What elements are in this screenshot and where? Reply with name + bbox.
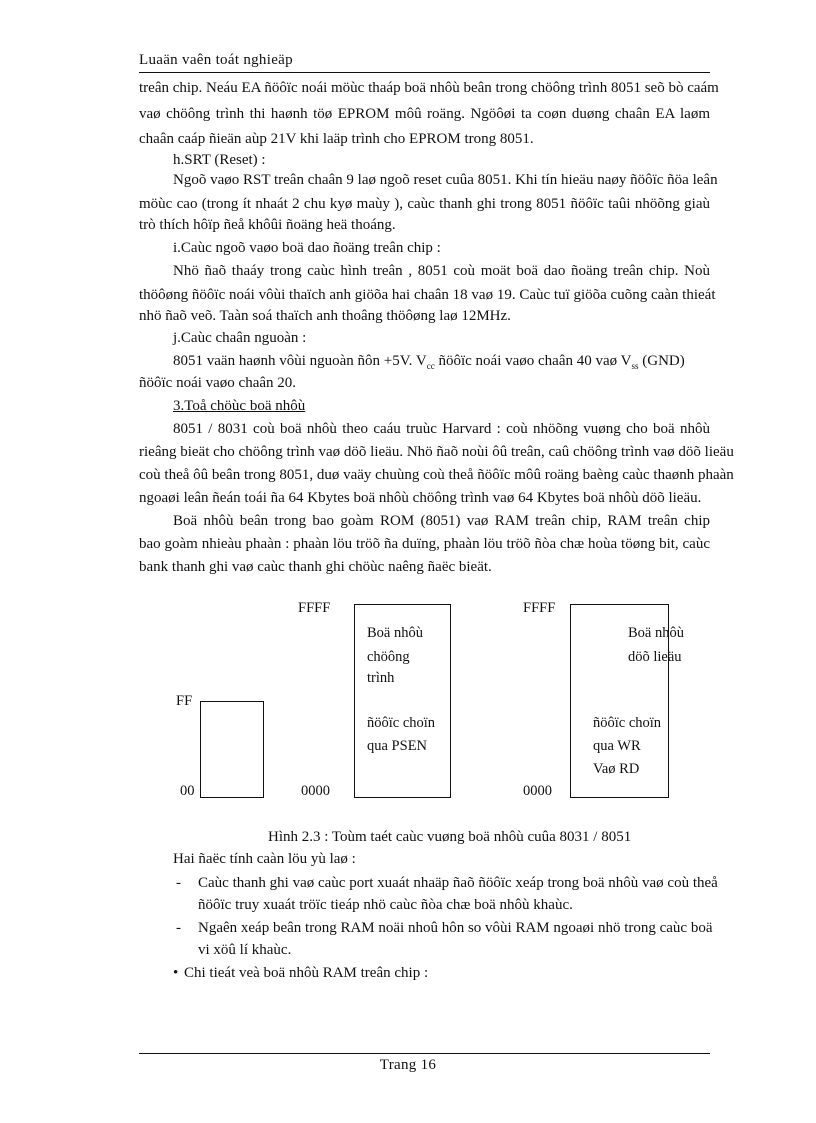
running-header: Luaän vaên toát nghieäp — [139, 52, 293, 68]
body-line: ñöôïc noái vaøo chaân 20. — [139, 375, 297, 391]
body-line: Nhö ñaõ thaáy trong caùc hình treân , 8051 coù moät boä dao ñoäng treân chip. Noù — [173, 263, 710, 279]
program-memory-select: ñöôïc choïn — [367, 715, 436, 731]
list-dash: - — [176, 920, 181, 936]
internal-ram-top-address: FF — [176, 693, 193, 709]
text-run: ñöôïc noái vaøo chaân 40 vaø V — [434, 353, 632, 369]
section-heading-oscillator: i.Caùc ngoõ vaøo boä dao ñoäng treân chip : — [173, 240, 441, 256]
data-memory-top-address: FFFF — [523, 600, 556, 616]
data-memory-select: Vaø RD — [593, 761, 640, 777]
footer-rule — [139, 1053, 710, 1054]
body-line: vaø chöông trình thi haønh töø EPROM môû roäng. Ngöôøi ta coøn duøng chaân EA laøm — [139, 106, 710, 122]
data-memory-bottom-address: 0000 — [523, 783, 552, 799]
body-line: Boä nhôù beân trong bao goàm ROM (8051) vaø RAM treân chip, RAM treân chip — [173, 513, 710, 529]
body-line: Ngoõ vaøo RST treân chaân 9 laø ngoõ reset cuûa 8051. Khi tín hieäu naøy ñöôïc ñöa leân — [173, 172, 718, 188]
program-memory-select: qua PSEN — [367, 738, 428, 754]
body-line: bank thanh ghi vaø caùc thanh ghi chöùc naêng ñaëc bieät. — [139, 559, 492, 575]
body-line: rieâng bieät cho chöông trình vaø döõ lieäu. Nhö ñaõ noùi ôû treân, caû chöông trình vaø döõ lieäu — [139, 444, 734, 460]
program-memory-label: chöông — [367, 649, 410, 665]
program-memory-label: trình — [367, 670, 395, 686]
body-line: bao goàm nhieàu phaàn : phaàn löu tröõ ña duïng, phaàn löu tröõ ñòa chæ hoùa töøng bit, caùc — [139, 536, 710, 552]
data-memory-label: Boä nhôù — [628, 625, 684, 641]
data-memory-select: qua WR — [593, 738, 641, 754]
body-line: nhö ñaõ veõ. Taàn soá thaïch anh thoâng thöôøng laø 12MHz. — [139, 308, 511, 324]
program-memory-label: Boä nhôù — [367, 625, 423, 641]
body-line: coù theå ôû beân trong 8051, duø vaäy chuùng coù theå ñöôïc môû roäng baèng caùc thaønh phaàn — [139, 467, 734, 483]
program-memory-bottom-address: 0000 — [301, 783, 330, 799]
body-line: chaân caáp ñieän aùp 21V khi laäp trình cho EPROM trong 8051. — [139, 131, 534, 147]
page-number: Trang 16 — [379, 1057, 437, 1073]
section-heading-memory: 3.Toå chöùc boä nhôù — [173, 398, 306, 414]
body-line: trò thích hôïp ñeå khôûi ñoäng heä thoáng. — [139, 217, 396, 233]
body-line: treân chip. Neáu EA ñöôïc noái möùc thaáp boä nhôù beân trong chöông trình 8051 seõ bò caám — [139, 80, 719, 96]
list-item-text: ñöôïc truy xuaát tröïc tieáp nhö caùc ñòa chæ boä nhôù khaùc. — [198, 897, 573, 913]
data-memory-select: ñöôïc choïn — [593, 715, 662, 731]
body-line: ngoaøi leân ñeán toái ña 64 Kbytes boä nhôù chöông trình vaø 64 Kbytes boä nhôù döõ lieäu. — [139, 490, 702, 506]
body-line-power — [173, 352, 685, 375]
body-line: 8051 / 8031 coù boä nhôù theo caáu truùc Harvard : coù nhöõng vuøng cho boä nhôù — [173, 421, 710, 437]
list-item-text: vi xöû lí khaùc. — [198, 942, 292, 958]
header-rule — [139, 72, 710, 73]
body-line: thöôøng ñöôïc noái vôùi thaïch anh giöõa hai chaân 18 vaø 19. Caùc tuï giöõa cuõng caàn thieát — [139, 287, 716, 303]
list-intro: Hai ñaëc tính caàn löu yù laø : — [173, 851, 356, 867]
text-run: 8051 vaän haønh vôùi nguoàn ñôn +5V. V — [173, 353, 427, 369]
section-heading-reset: h.SRT (Reset) : — [173, 152, 266, 168]
program-memory-top-address: FFFF — [298, 600, 331, 616]
list-item-text: Ngaên xeáp beân trong RAM noäi nhoû hôn so vôùi RAM ngoaøi nhö trong caùc boä — [198, 920, 713, 936]
body-line: möùc cao (trong ít nhaát 2 chu kyø maùy ), caùc thanh ghi trong 8051 ñöôïc taûi nhöõng giaù — [139, 196, 710, 212]
subscript-cc: cc — [426, 361, 435, 371]
bullet-mark: • — [173, 965, 179, 981]
internal-ram-bottom-address: 00 — [180, 783, 195, 799]
data-memory-label: döõ lieäu — [628, 649, 682, 665]
internal-ram-box — [200, 701, 264, 798]
section-heading-power: j.Caùc chaân nguoàn : — [173, 330, 307, 346]
text-run: (GND) — [638, 353, 685, 369]
bullet-text: Chi tieát veà boä nhôù RAM treân chip : — [184, 965, 429, 981]
figure-caption: Hình 2.3 : Toùm taét caùc vuøng boä nhôù cuûa 8031 / 8051 — [268, 829, 632, 845]
subscript-ss: ss — [631, 361, 639, 371]
list-item-text: Caùc thanh ghi vaø caùc port xuaát nhaäp ñaõ ñöôïc xeáp trong boä nhôù vaø coù theå — [198, 875, 718, 891]
list-dash: - — [176, 875, 181, 891]
